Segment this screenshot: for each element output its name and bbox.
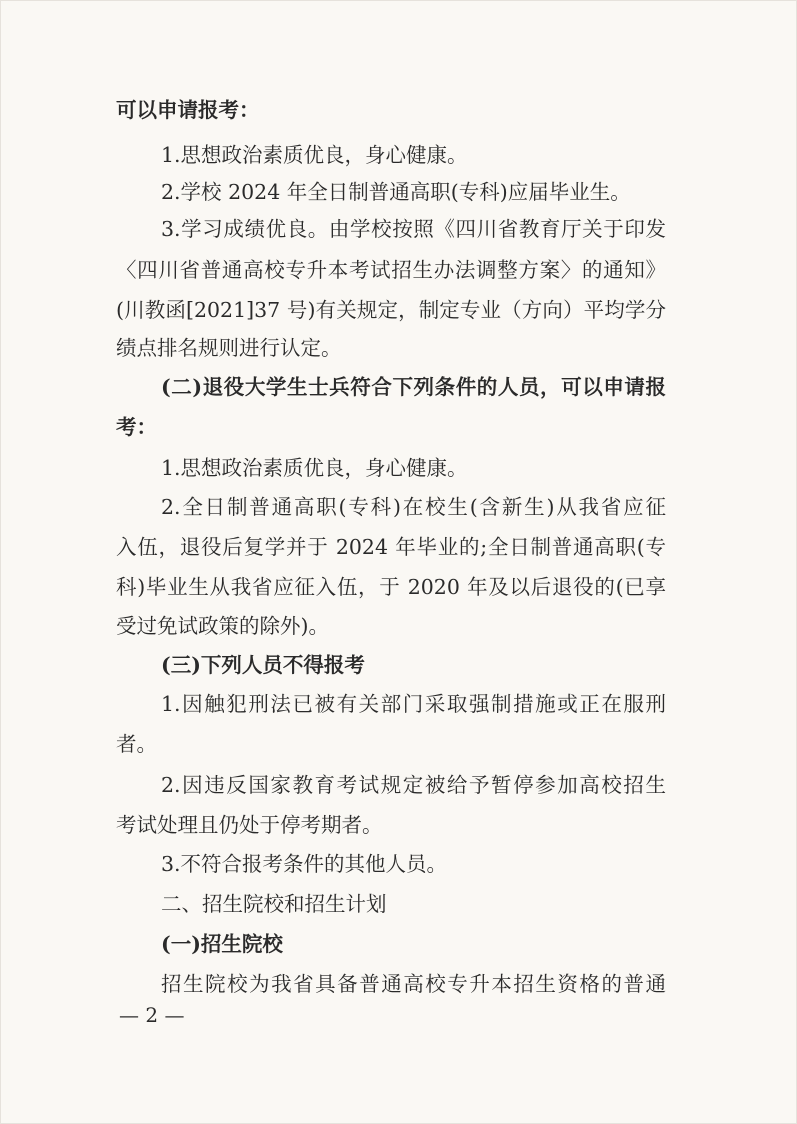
body-line: 2.学校 2024 年全日制普通高职(专科)应届毕业生。 xyxy=(161,180,631,204)
body-line: 受过免试政策的除外)。 xyxy=(116,614,329,638)
body-line: 绩点排名规则进行认定。 xyxy=(116,336,342,360)
body-line: 3.不符合报考条件的其他人员。 xyxy=(161,852,448,876)
body-line: 1.思想政治素质优良，身心健康。 xyxy=(161,456,468,480)
body-line: 2.因违反国家教育考试规定被给予暂停参加高校招生 xyxy=(161,773,666,797)
body-line: 者。 xyxy=(116,732,157,756)
section-heading: (三)下列人员不得报考 xyxy=(161,653,365,677)
body-line: 科)毕业生从我省应征入伍，于 2020 年及以后退役的(已享 xyxy=(116,575,666,599)
section-heading: (二)退役大学生士兵符合下列条件的人员，可以申请报 xyxy=(161,375,666,399)
chapter-heading: 二、招生院校和招生计划 xyxy=(161,892,387,916)
body-line: 可以申请报考： xyxy=(116,98,260,122)
body-line: 招生院校为我省具备普通高校专升本招生资格的普通 xyxy=(161,972,666,996)
body-line: 〈四川省普通高校专升本考试招生办法调整方案〉的通知》 xyxy=(116,258,666,282)
body-line: 考试处理且仍处于停考期者。 xyxy=(116,813,383,837)
body-line: 3.学习成绩优良。由学校按照《四川省教育厅关于印发 xyxy=(161,217,666,241)
body-line: 1.思想政治素质优良，身心健康。 xyxy=(161,143,468,167)
body-line: 入伍，退役后复学并于 2024 年毕业的;全日制普通高职(专 xyxy=(116,535,666,559)
body-line: 1.因触犯刑法已被有关部门采取强制措施或正在服刑 xyxy=(161,692,666,716)
body-line: (川教函[2021]37 号)有关规定，制定专业（方向）平均学分 xyxy=(116,298,666,322)
section-heading: (一)招生院校 xyxy=(161,932,283,956)
section-heading: 考： xyxy=(116,415,157,439)
page-number: — 2 — xyxy=(119,1003,185,1027)
body-line: 2.全日制普通高职(专科)在校生(含新生)从我省应征 xyxy=(161,495,666,519)
